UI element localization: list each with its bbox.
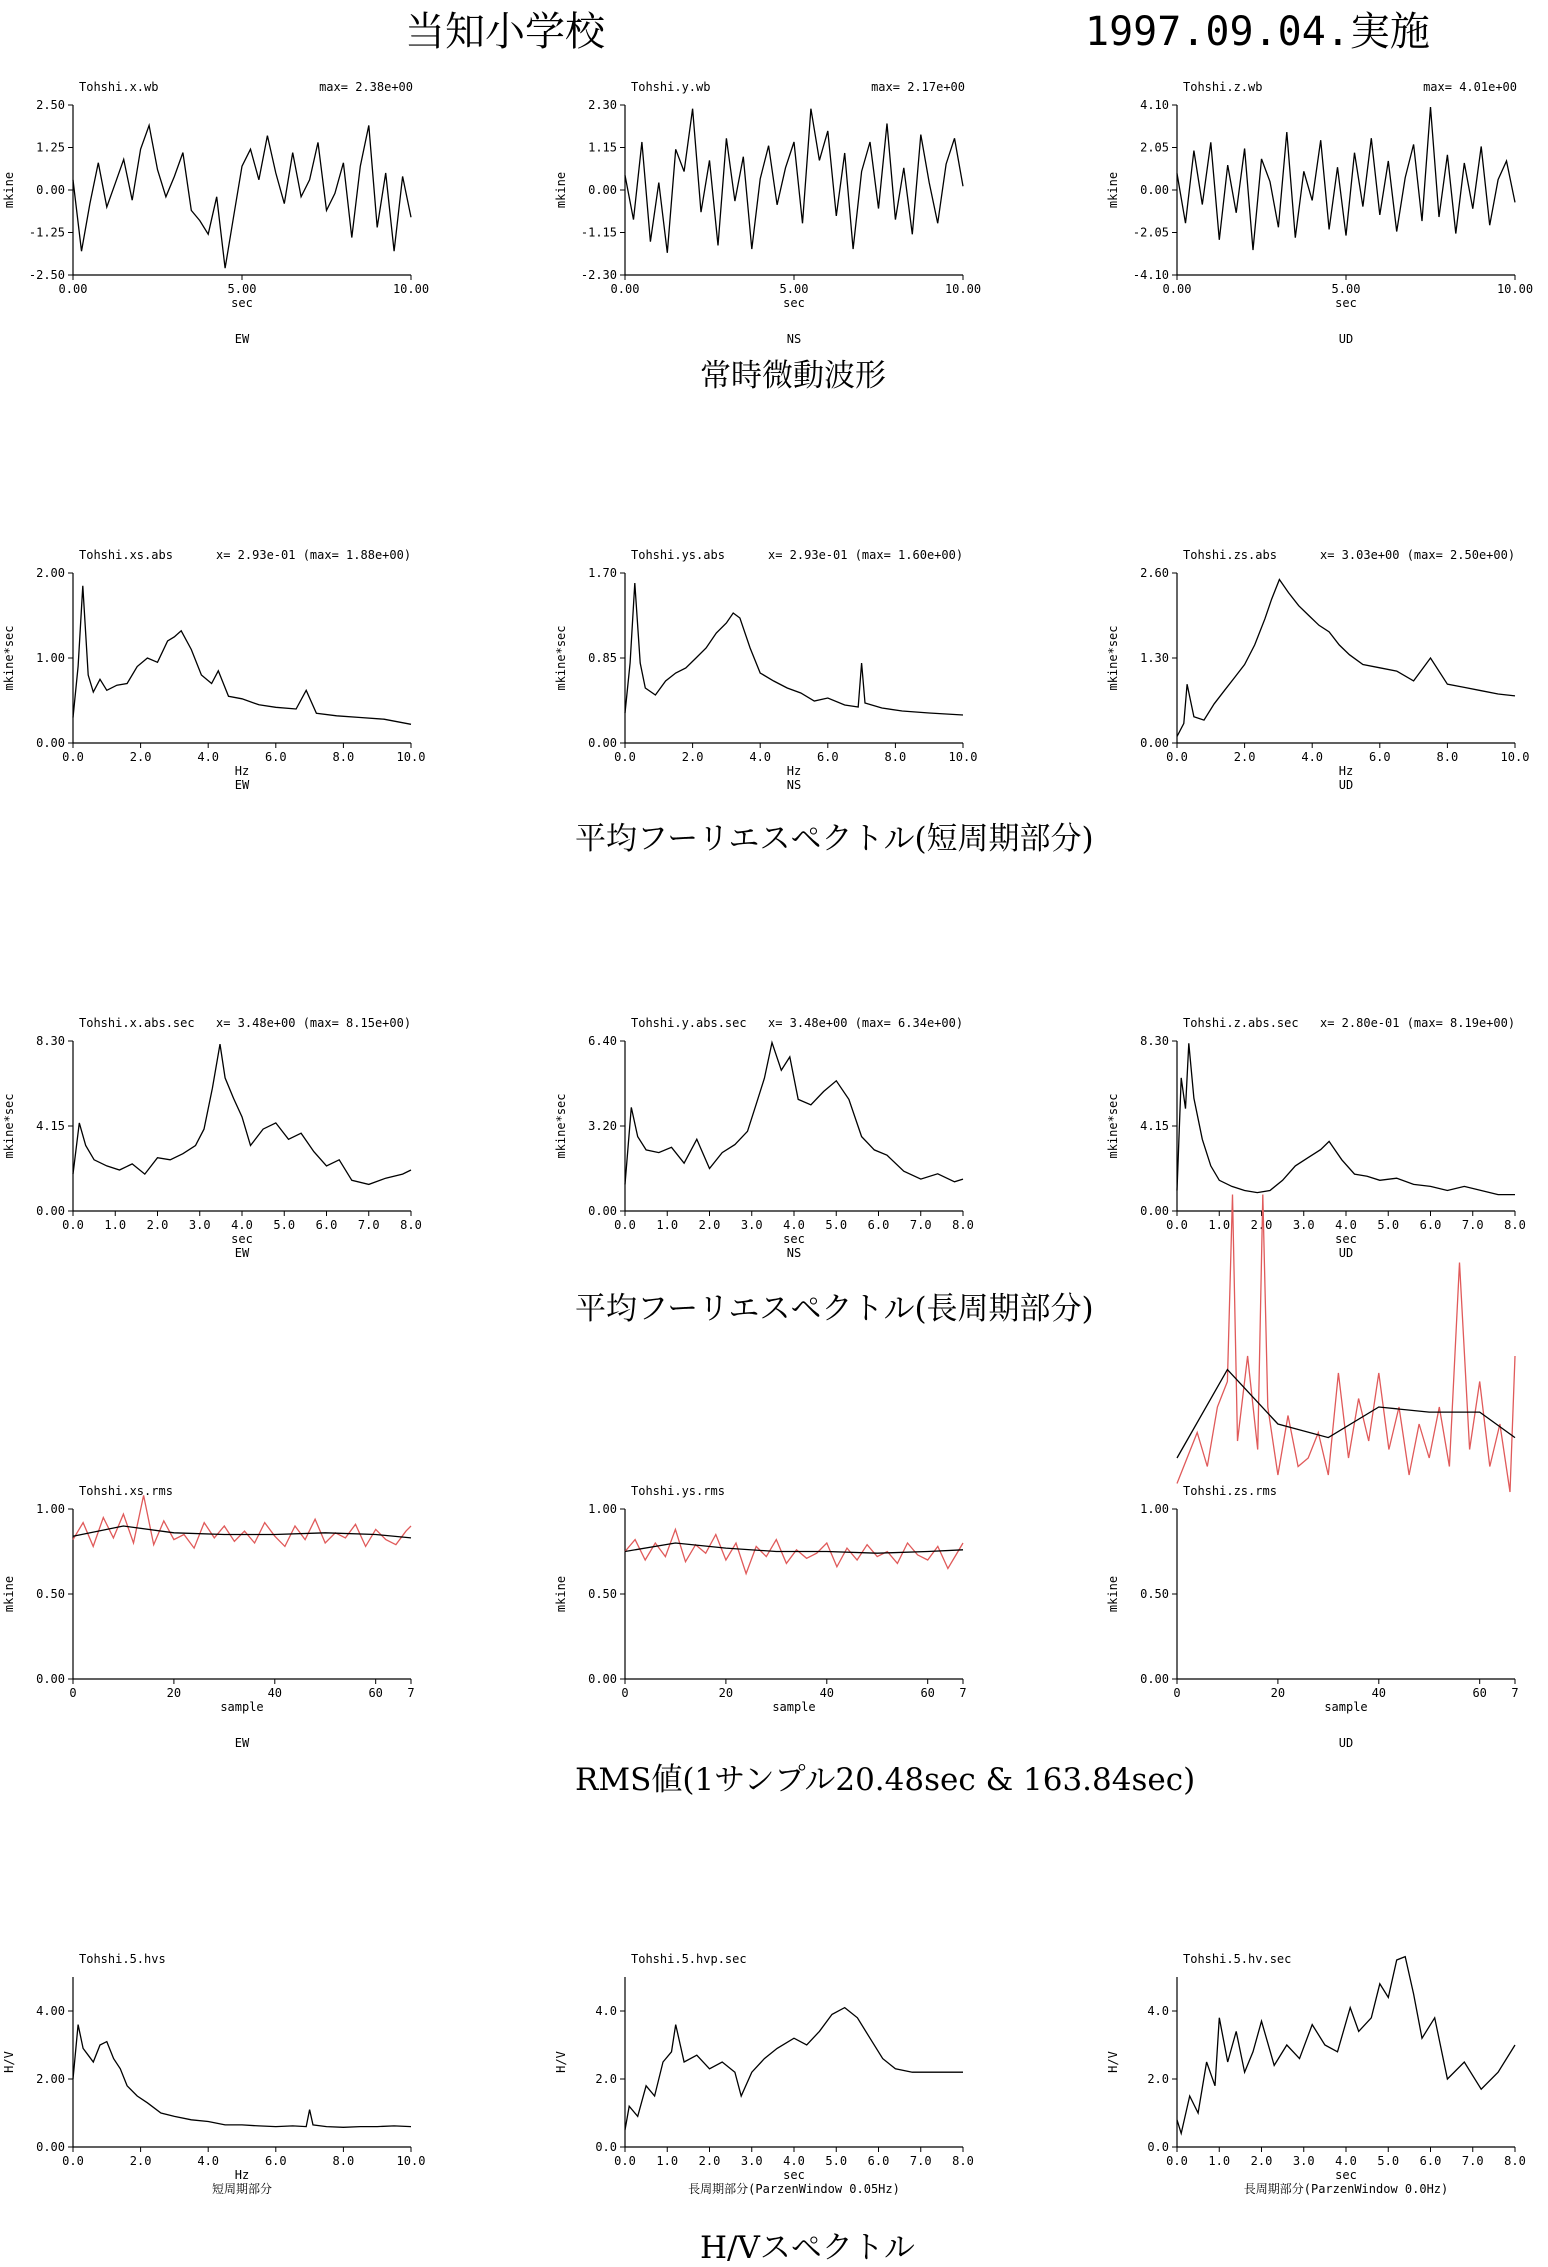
x-tick-label: 0.00 bbox=[58, 282, 88, 296]
x-tick-label: 20 bbox=[1270, 1686, 1286, 1700]
y-tick-label: 2.30 bbox=[588, 98, 617, 112]
x-tick-label: 6.0 bbox=[264, 750, 287, 764]
x-tick-label: 0.0 bbox=[62, 2154, 84, 2168]
x-tick-label: 8.0 bbox=[1504, 2154, 1526, 2168]
y-tick-label: 1.00 bbox=[36, 1502, 65, 1516]
y-tick-label: 4.0 bbox=[595, 2004, 617, 2018]
x-tick-label: 20 bbox=[718, 1686, 734, 1700]
y-tick-label: 1.00 bbox=[588, 1502, 617, 1516]
x-tick-label: 5.0 bbox=[1377, 2154, 1400, 2168]
x-tick-label: 1.0 bbox=[1208, 2154, 1231, 2168]
x-tick-label: 6.0 bbox=[315, 1218, 338, 1232]
x-tick-label: 7.0 bbox=[909, 1218, 932, 1232]
y-tick-label: 0.85 bbox=[588, 651, 617, 665]
chart-axes bbox=[1177, 1509, 1515, 1679]
x-tick-label: 7 bbox=[1511, 1686, 1519, 1700]
chart-note: max= 2.17e+00 bbox=[871, 80, 965, 94]
y-tick-label: 1.70 bbox=[588, 566, 617, 580]
x-tick-label: 0.0 bbox=[1166, 1218, 1188, 1232]
y-tick-label: 2.05 bbox=[1140, 140, 1169, 155]
chart-caption: EW bbox=[234, 1736, 250, 1750]
x-tick-label: 7 bbox=[407, 1686, 415, 1700]
chart-title: Tohshi.zs.rms bbox=[1183, 1484, 1277, 1498]
chart-caption: 長周期部分(ParzenWindow 0.05Hz) bbox=[688, 2182, 900, 2196]
x-tick-label: 5.00 bbox=[779, 282, 809, 296]
y-tick-label: -2.05 bbox=[1132, 225, 1169, 240]
y-tick-label: 0.00 bbox=[588, 1204, 617, 1218]
y-tick-label: 4.15 bbox=[1140, 1119, 1169, 1133]
y-tick-label: 0.50 bbox=[36, 1587, 65, 1601]
y-tick-label: 6.40 bbox=[588, 1034, 617, 1048]
chart-title: Tohshi.ys.rms bbox=[631, 1484, 725, 1498]
y-tick-label: 1.00 bbox=[1140, 1502, 1169, 1516]
x-axis-label: sec bbox=[783, 1232, 805, 1246]
x-tick-label: 0 bbox=[69, 1686, 77, 1700]
chart-axes bbox=[625, 1041, 963, 1211]
chart-title: Tohshi.y.abs.sec bbox=[631, 1016, 747, 1030]
x-tick-label: 40 bbox=[819, 1686, 835, 1700]
x-axis-label: sample bbox=[220, 1700, 264, 1714]
x-tick-label: 2.0 bbox=[129, 2154, 152, 2168]
chart-title: Tohshi.y.wb bbox=[631, 80, 711, 94]
y-tick-label: 0.00 bbox=[588, 736, 617, 750]
x-axis-label: sample bbox=[772, 1700, 816, 1714]
x-tick-label: 8.0 bbox=[1504, 1218, 1526, 1232]
x-tick-label: 5.00 bbox=[1331, 282, 1361, 296]
series-line bbox=[1177, 1043, 1515, 1194]
x-tick-label: 5.0 bbox=[273, 1218, 296, 1232]
y-tick-label: -4.10 bbox=[1132, 268, 1169, 282]
series-line bbox=[625, 109, 963, 253]
y-axis-label: mkine bbox=[554, 1575, 568, 1613]
x-tick-label: 4.0 bbox=[783, 1218, 805, 1232]
chart-axes bbox=[625, 1509, 963, 1679]
chart-title: Tohshi.xs.abs bbox=[79, 548, 173, 562]
chart-title: Tohshi.5.hv.sec bbox=[1183, 1952, 1292, 1966]
chart-axes bbox=[73, 1977, 411, 2147]
x-tick-label: 0.0 bbox=[614, 750, 636, 764]
x-tick-label: 0.00 bbox=[1162, 282, 1192, 296]
x-tick-label: 8.0 bbox=[332, 750, 355, 764]
section-long-spectrum: 平均フーリエスペクトル(長周期部分) bbox=[575, 1291, 1094, 1327]
x-tick-label: 7.0 bbox=[1461, 2154, 1484, 2168]
y-tick-label: 2.0 bbox=[595, 2072, 617, 2086]
y-tick-label: 1.15 bbox=[588, 140, 617, 155]
x-tick-label: 5.0 bbox=[1377, 1218, 1400, 1232]
x-tick-label: 4.0 bbox=[1335, 1218, 1357, 1232]
x-tick-label: 4.0 bbox=[1335, 2154, 1357, 2168]
y-axis-label: mkine*sec bbox=[1106, 625, 1120, 691]
x-tick-label: 3.0 bbox=[740, 1218, 763, 1232]
x-tick-label: 0.0 bbox=[62, 750, 84, 764]
x-tick-label: 2.0 bbox=[1250, 1218, 1273, 1232]
section-rms: RMS値(1サンプル20.48sec & 163.84sec) bbox=[575, 1762, 1196, 1798]
y-axis-label: mkine*sec bbox=[554, 1093, 568, 1159]
x-tick-label: 0 bbox=[621, 1686, 629, 1700]
x-axis-label: Hz bbox=[1338, 764, 1354, 778]
x-tick-label: 10.0 bbox=[396, 750, 426, 764]
x-tick-label: 1.0 bbox=[656, 2154, 679, 2168]
y-tick-label: 2.50 bbox=[36, 98, 65, 112]
series-line bbox=[73, 1044, 411, 1184]
y-tick-label: 0.0 bbox=[1147, 2140, 1169, 2154]
chart-Tohshi-xs-rms bbox=[2, 1484, 415, 1750]
chart-caption: NS bbox=[786, 778, 802, 792]
y-tick-label: -2.50 bbox=[28, 268, 65, 282]
chart-caption: UD bbox=[1338, 778, 1354, 792]
y-axis-label: mkine bbox=[1106, 1575, 1120, 1613]
y-tick-label: 0.00 bbox=[36, 2140, 65, 2154]
x-tick-label: 1.0 bbox=[1208, 1218, 1231, 1232]
chart-axes bbox=[73, 1041, 411, 1211]
chart-caption: EW bbox=[234, 332, 250, 346]
x-tick-label: 2.0 bbox=[1250, 2154, 1273, 2168]
x-tick-label: 0.0 bbox=[614, 2154, 636, 2168]
chart-title: Tohshi.xs.rms bbox=[79, 1484, 173, 1498]
x-tick-label: 6.0 bbox=[1419, 1218, 1442, 1232]
x-tick-label: 6.0 bbox=[264, 2154, 287, 2168]
chart-note: max= 4.01e+00 bbox=[1423, 80, 1517, 94]
y-tick-label: 4.00 bbox=[36, 2004, 65, 2018]
x-tick-label: 8.0 bbox=[952, 2154, 974, 2168]
y-axis-label: H/V bbox=[1106, 2051, 1120, 2073]
x-axis-label: sec bbox=[1335, 1232, 1357, 1246]
y-axis-label: mkine bbox=[1106, 171, 1120, 209]
chart-title: Tohshi.x.wb bbox=[79, 80, 159, 94]
x-tick-label: 2.0 bbox=[1233, 750, 1256, 764]
x-tick-label: 0.0 bbox=[1166, 750, 1188, 764]
chart-title: Tohshi.5.hvs bbox=[79, 1952, 166, 1966]
section-short-spectrum: 平均フーリエスペクトル(短周期部分) bbox=[575, 821, 1094, 857]
chart-Tohshi-ys-rms bbox=[554, 1484, 967, 1714]
x-tick-label: 6.0 bbox=[1419, 2154, 1442, 2168]
chart-Tohshi-z-wb bbox=[1106, 80, 1533, 346]
chart-Tohshi-x-wb bbox=[2, 80, 429, 346]
chart-title: Tohshi.x.abs.sec bbox=[79, 1016, 195, 1030]
chart-Tohshi-x-abs-sec bbox=[2, 1016, 422, 1260]
y-tick-label: 0.00 bbox=[1140, 736, 1169, 750]
y-tick-label: 0.00 bbox=[36, 183, 65, 197]
x-tick-label: 4.0 bbox=[197, 750, 220, 764]
y-tick-label: 0.00 bbox=[1140, 1672, 1169, 1686]
chart-axes bbox=[625, 1977, 963, 2147]
x-tick-label: 60 bbox=[1472, 1686, 1487, 1700]
chart-caption: 短周期部分 bbox=[211, 2182, 273, 2196]
chart-caption: EW bbox=[234, 778, 250, 792]
x-tick-label: 6.0 bbox=[867, 2154, 890, 2168]
y-tick-label: 4.0 bbox=[1147, 2004, 1169, 2018]
chart-caption: NS bbox=[786, 332, 802, 346]
x-tick-label: 5.00 bbox=[227, 282, 257, 296]
x-tick-label: 40 bbox=[1371, 1686, 1387, 1700]
chart-axes bbox=[625, 105, 963, 275]
x-tick-label: 7 bbox=[959, 1686, 967, 1700]
x-tick-label: 4.0 bbox=[231, 1218, 253, 1232]
x-tick-label: 0.0 bbox=[62, 1218, 84, 1232]
y-tick-label: 1.00 bbox=[36, 651, 65, 665]
series-line bbox=[73, 2025, 411, 2128]
chart-Tohshi-y-wb bbox=[554, 80, 981, 346]
y-tick-label: 0.00 bbox=[1140, 1204, 1169, 1218]
y-axis-label: mkine*sec bbox=[2, 625, 16, 691]
y-axis-label: mkine*sec bbox=[2, 1093, 16, 1159]
y-tick-label: 0.00 bbox=[36, 1204, 65, 1218]
x-tick-label: 4.0 bbox=[197, 2154, 220, 2168]
chart-caption: UD bbox=[1338, 332, 1354, 346]
chart-note: x= 3.03e+00 (max= 2.50e+00) bbox=[1320, 548, 1516, 562]
chart-Tohshi-5-hvp-sec bbox=[554, 1952, 974, 2196]
x-tick-label: 6.0 bbox=[1368, 750, 1391, 764]
chart-note: x= 3.48e+00 (max= 8.15e+00) bbox=[216, 1016, 412, 1030]
y-axis-label: mkine*sec bbox=[1106, 1093, 1120, 1159]
x-axis-label: sample bbox=[1324, 1700, 1368, 1714]
y-axis-label: mkine bbox=[2, 1575, 16, 1613]
x-tick-label: 1.0 bbox=[656, 1218, 679, 1232]
x-tick-label: 10.0 bbox=[948, 750, 978, 764]
chart-caption: UD bbox=[1338, 1736, 1354, 1750]
x-tick-label: 40 bbox=[267, 1686, 283, 1700]
y-tick-label: 8.30 bbox=[36, 1034, 65, 1048]
y-axis-label: mkine bbox=[554, 171, 568, 209]
chart-caption: EW bbox=[234, 1246, 250, 1260]
x-tick-label: 2.0 bbox=[698, 2154, 721, 2168]
chart-Tohshi-ys-abs bbox=[554, 548, 977, 792]
chart-axes bbox=[1177, 1041, 1515, 1211]
x-axis-label: sec bbox=[1335, 296, 1357, 310]
x-tick-label: 3.0 bbox=[1292, 1218, 1315, 1232]
chart-Tohshi-y-abs-sec bbox=[554, 1016, 974, 1260]
series-line bbox=[1177, 580, 1515, 737]
x-tick-label: 4.0 bbox=[1301, 750, 1324, 764]
x-axis-label: sec bbox=[783, 296, 805, 310]
series-line bbox=[625, 2008, 963, 2130]
y-tick-label: 1.25 bbox=[36, 140, 65, 155]
y-tick-label: -2.30 bbox=[580, 268, 617, 282]
x-tick-label: 60 bbox=[920, 1686, 935, 1700]
x-axis-label: Hz bbox=[786, 764, 802, 778]
chart-title: Tohshi.5.hvp.sec bbox=[631, 1952, 747, 1966]
school-name: 当知小学校 bbox=[405, 9, 605, 55]
chart-note: x= 2.93e-01 (max= 1.60e+00) bbox=[768, 548, 964, 562]
x-tick-label: 10.00 bbox=[944, 282, 982, 296]
y-tick-label: 0.00 bbox=[588, 183, 617, 197]
x-tick-label: 20 bbox=[166, 1686, 182, 1700]
chart-note: max= 2.38e+00 bbox=[319, 80, 413, 94]
y-tick-label: 2.00 bbox=[36, 2072, 65, 2086]
section-hv: H/Vスペクトル bbox=[700, 2230, 915, 2266]
x-tick-label: 7.0 bbox=[1461, 1218, 1484, 1232]
x-tick-label: 60 bbox=[368, 1686, 383, 1700]
y-tick-label: -1.25 bbox=[28, 225, 65, 240]
x-tick-label: 8.0 bbox=[332, 2154, 355, 2168]
y-tick-label: 0.0 bbox=[595, 2140, 617, 2154]
x-tick-label: 7.0 bbox=[909, 2154, 932, 2168]
chart-title: Tohshi.zs.abs bbox=[1183, 548, 1277, 562]
series-line bbox=[625, 583, 963, 715]
y-tick-label: 2.00 bbox=[36, 566, 65, 580]
x-axis-label: sec bbox=[1335, 2168, 1357, 2182]
x-tick-label: 8.0 bbox=[400, 1218, 422, 1232]
x-tick-label: 10.0 bbox=[396, 2154, 426, 2168]
y-tick-label: 0.50 bbox=[588, 1587, 617, 1601]
series-line bbox=[625, 1043, 963, 1185]
x-axis-label: Hz bbox=[234, 764, 250, 778]
x-tick-label: 0.00 bbox=[610, 282, 640, 296]
y-tick-label: 0.00 bbox=[36, 1672, 65, 1686]
chart-caption: 長周期部分(ParzenWindow 0.0Hz) bbox=[1243, 2182, 1449, 2196]
x-axis-label: sec bbox=[231, 1232, 253, 1246]
chart-axes bbox=[625, 573, 963, 743]
chart-Tohshi-xs-abs bbox=[2, 548, 425, 792]
x-tick-label: 10.0 bbox=[1500, 750, 1530, 764]
chart-axes bbox=[73, 105, 411, 275]
x-tick-label: 1.0 bbox=[104, 1218, 127, 1232]
series-line-20-48sec bbox=[73, 1495, 411, 1548]
chart-Tohshi-zs-rms bbox=[1106, 1195, 1519, 1751]
x-tick-label: 3.0 bbox=[740, 2154, 763, 2168]
x-axis-label: Hz bbox=[234, 2168, 250, 2182]
chart-caption: NS bbox=[786, 1246, 802, 1260]
y-axis-label: mkine*sec bbox=[554, 625, 568, 691]
x-tick-label: 0.0 bbox=[1166, 2154, 1188, 2168]
x-tick-label: 0 bbox=[1173, 1686, 1181, 1700]
x-axis-label: sec bbox=[783, 2168, 805, 2182]
series-line bbox=[73, 586, 411, 725]
x-tick-label: 10.00 bbox=[1496, 282, 1534, 296]
y-tick-label: 1.30 bbox=[1140, 651, 1169, 665]
x-tick-label: 6.0 bbox=[867, 1218, 890, 1232]
x-tick-label: 6.0 bbox=[816, 750, 839, 764]
chart-caption: UD bbox=[1338, 1246, 1354, 1260]
x-tick-label: 4.0 bbox=[749, 750, 772, 764]
chart-title: Tohshi.ys.abs bbox=[631, 548, 725, 562]
chart-note: x= 2.93e-01 (max= 1.88e+00) bbox=[216, 548, 412, 562]
y-tick-label: 0.00 bbox=[1140, 183, 1169, 197]
y-tick-label: 0.00 bbox=[36, 736, 65, 750]
y-tick-label: 0.00 bbox=[588, 1672, 617, 1686]
x-tick-label: 5.0 bbox=[825, 1218, 848, 1232]
chart-title: Tohshi.z.abs.sec bbox=[1183, 1016, 1299, 1030]
y-tick-label: 4.15 bbox=[36, 1119, 65, 1133]
chart-title: Tohshi.z.wb bbox=[1183, 80, 1263, 94]
y-axis-label: H/V bbox=[554, 2051, 568, 2073]
y-axis-label: mkine bbox=[2, 171, 16, 209]
x-tick-label: 3.0 bbox=[188, 1218, 211, 1232]
x-tick-label: 2.0 bbox=[146, 1218, 169, 1232]
survey-date: 1997.09.04.実施 bbox=[1085, 9, 1430, 55]
chart-note: x= 2.80e-01 (max= 8.19e+00) bbox=[1320, 1016, 1516, 1030]
series-line-163-84sec bbox=[1177, 1370, 1515, 1458]
y-tick-label: 0.50 bbox=[1140, 1587, 1169, 1601]
chart-Tohshi-5-hvs bbox=[2, 1952, 425, 2196]
x-tick-label: 2.0 bbox=[698, 1218, 721, 1232]
series-line bbox=[1177, 1957, 1515, 2134]
y-tick-label: 2.0 bbox=[1147, 2072, 1169, 2086]
chart-Tohshi-5-hv-sec bbox=[1106, 1952, 1526, 2196]
y-tick-label: 3.20 bbox=[588, 1119, 617, 1133]
x-tick-label: 2.0 bbox=[681, 750, 704, 764]
y-tick-label: -1.15 bbox=[580, 225, 617, 240]
chart-axes bbox=[1177, 573, 1515, 743]
section-waveform: 常時微動波形 bbox=[700, 358, 886, 394]
x-tick-label: 8.0 bbox=[1436, 750, 1459, 764]
series-line bbox=[73, 125, 411, 268]
x-tick-label: 3.0 bbox=[1292, 2154, 1315, 2168]
x-tick-label: 4.0 bbox=[783, 2154, 805, 2168]
chart-Tohshi-z-abs-sec bbox=[1106, 1016, 1526, 1260]
series-line bbox=[1177, 107, 1515, 250]
x-tick-label: 5.0 bbox=[825, 2154, 848, 2168]
chart-Tohshi-zs-abs bbox=[1106, 548, 1529, 792]
y-tick-label: 4.10 bbox=[1140, 98, 1169, 112]
x-tick-label: 8.0 bbox=[884, 750, 907, 764]
y-tick-label: 8.30 bbox=[1140, 1034, 1169, 1048]
x-tick-label: 8.0 bbox=[952, 1218, 974, 1232]
chart-axes bbox=[1177, 105, 1515, 275]
x-tick-label: 0.0 bbox=[614, 1218, 636, 1232]
y-tick-label: 2.60 bbox=[1140, 566, 1169, 580]
x-tick-label: 10.00 bbox=[392, 282, 430, 296]
x-tick-label: 2.0 bbox=[129, 750, 152, 764]
chart-note: x= 3.48e+00 (max= 6.34e+00) bbox=[768, 1016, 964, 1030]
y-axis-label: H/V bbox=[2, 2051, 16, 2073]
x-axis-label: sec bbox=[231, 296, 253, 310]
x-tick-label: 7.0 bbox=[357, 1218, 380, 1232]
